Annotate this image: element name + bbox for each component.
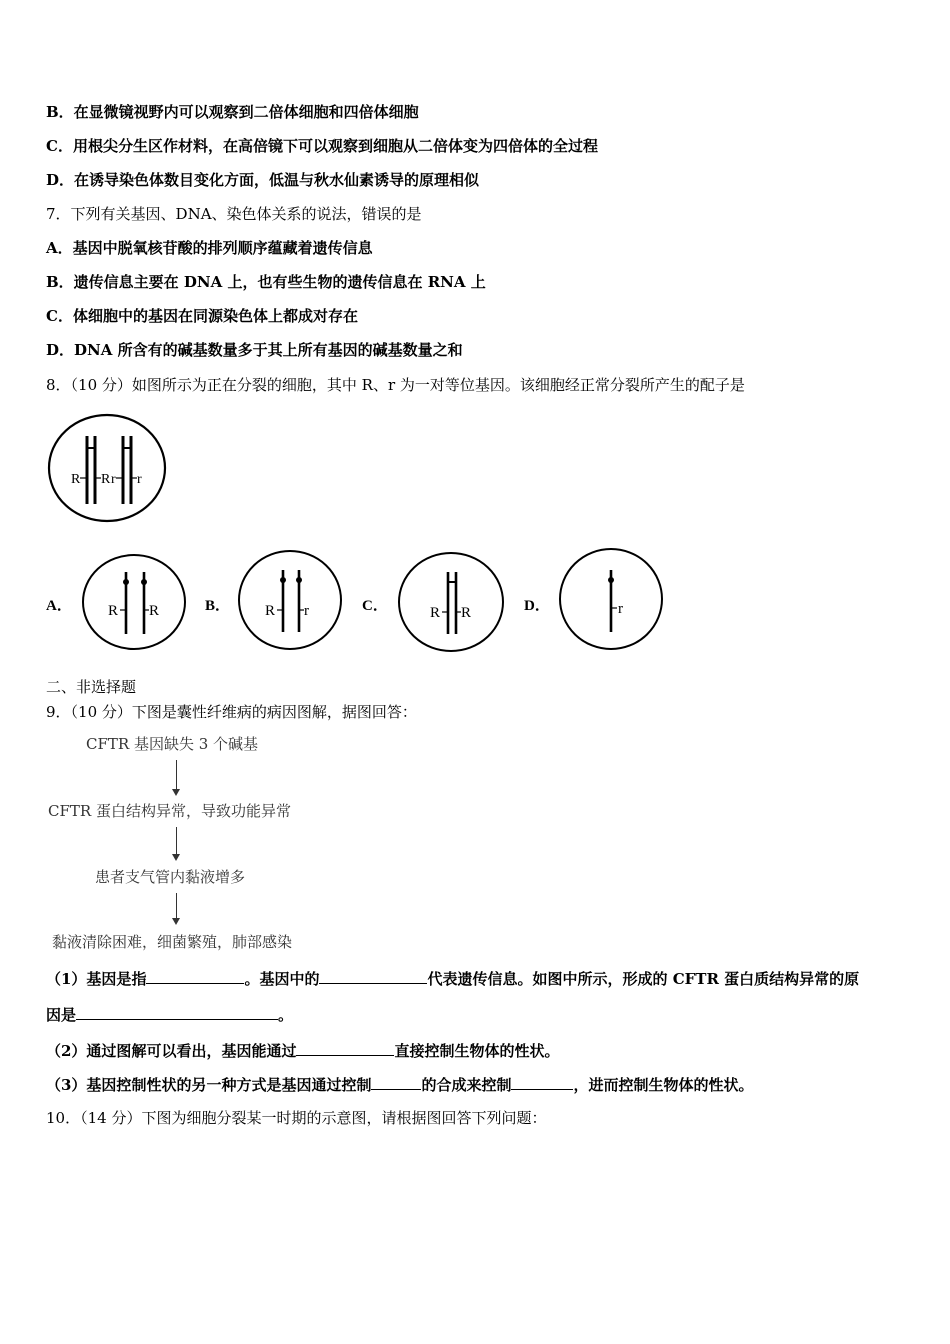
q6-option-d: D．在诱导染色体数目变化方面，低温与秋水仙素诱导的原理相似: [46, 171, 480, 189]
q9-sub3-text-a: （3）基因控制性状的另一种方式是基因通过控制: [46, 1076, 372, 1094]
q8-option-a-cell[interactable]: [80, 552, 188, 652]
q9-sub1-text-d: 因是: [46, 1006, 77, 1024]
flow-arrow-2: [176, 827, 177, 859]
option-c-gene-2: R: [461, 605, 472, 621]
q6-option-c: C．用根尖分生区作材料，在高倍镜下可以观察到细胞从二倍体变为四倍体的全过程: [46, 137, 598, 155]
gene-label-R1: R: [71, 472, 81, 487]
section-title: 二、非选择题: [46, 678, 137, 696]
q7-stem: 7．下列有关基因、DNA、染色体关系的说法，错误的是: [46, 205, 422, 223]
q8-option-c-label[interactable]: C．: [362, 598, 388, 614]
q9-sub3-text-b: 的合成来控制: [421, 1076, 512, 1094]
option-a-gene-2: R: [149, 603, 160, 619]
gene-label-r2: r: [137, 472, 142, 487]
q9-sub2-text-a: （2）通过图解可以看出，基因能通过: [46, 1042, 297, 1060]
flow-step-2: CFTR 蛋白结构异常，导致功能异常: [48, 802, 291, 820]
q9-sub1-blank-1[interactable]: [146, 968, 244, 984]
option-b-gene-1: R: [265, 603, 276, 619]
q9-sub1-line2: [46, 1004, 293, 1025]
flow-step-4: 黏液清除困难，细菌繁殖，肺部感染: [52, 933, 293, 951]
q7-option-b: B．遗传信息主要在 DNA 上，也有些生物的遗传信息在 RNA 上: [46, 273, 486, 291]
gene-label-r1: r: [111, 472, 116, 487]
cell-membrane: [49, 415, 165, 521]
flow-step-1: CFTR 基因缺失 3 个碱基: [86, 735, 259, 753]
q9-sub3: [46, 1074, 753, 1095]
q8-option-a-label[interactable]: A．: [46, 598, 72, 614]
q9-sub1-blank-2[interactable]: [319, 968, 427, 984]
q9-sub1-text-c: 代表遗传信息。如图中所示，形成的 CFTR 蛋白质结构异常的原: [427, 970, 860, 988]
q6-option-b: B．在显微镜视野内可以观察到二倍体细胞和四倍体细胞: [46, 103, 419, 121]
gene-label-R2: R: [101, 472, 111, 487]
option-c-gene-1: R: [430, 605, 441, 621]
q8-option-d-label[interactable]: D．: [524, 598, 550, 614]
option-a-gene-1: R: [108, 603, 119, 619]
q9-sub2: [46, 1040, 559, 1061]
q8-stem: 8．（10 分）如图所示为正在分裂的细胞，其中 R、r 为一对等位基因。该细胞经正常分裂所产生的配子是: [46, 376, 745, 394]
q8-option-b-label[interactable]: B．: [205, 598, 231, 614]
q9-flowchart: [46, 730, 316, 956]
flow-step-3: 患者支气管内黏液增多: [95, 868, 246, 886]
q9-sub1-text-a: （1）基因是指: [46, 970, 147, 988]
q7-option-d: D．DNA 所含有的碱基数量多于其上所有基因的碱基数量之和: [46, 341, 463, 359]
q9-sub1-text-b: 。基因中的: [244, 970, 320, 988]
q9-sub3-blank-2[interactable]: [511, 1074, 573, 1090]
flow-arrow-1: [176, 760, 177, 794]
q8-option-d-cell[interactable]: [557, 546, 665, 652]
q9-sub1-line1: [46, 968, 859, 989]
q10-stem: 10．（14 分）下图为细胞分裂某一时期的示意图，请根据图回答下列问题：: [46, 1109, 547, 1127]
q7-option-a: A．基因中脱氧核苷酸的排列顺序蕴藏着遗传信息: [46, 239, 373, 257]
q9-stem: 9．（10 分）下图是囊性纤维病的病因图解，据图回答：: [46, 703, 417, 721]
q9-sub2-blank[interactable]: [296, 1040, 394, 1056]
option-d-gene-1: r: [618, 601, 623, 617]
q9-sub1-blank-3[interactable]: [76, 1004, 278, 1020]
q9-sub3-blank-1[interactable]: [371, 1074, 421, 1090]
flow-arrow-3: [176, 893, 177, 923]
q9-sub1-text-e: 。: [278, 1006, 294, 1024]
q9-sub2-text-b: 直接控制生物体的性状。: [394, 1042, 560, 1060]
q8-main-cell-diagram: [46, 412, 171, 524]
q8-option-c-cell[interactable]: [396, 550, 506, 654]
q7-option-c: C．体细胞中的基因在同源染色体上都成对存在: [46, 307, 358, 325]
q9-sub3-text-c: ，进而控制生物体的性状。: [573, 1076, 754, 1094]
option-b-gene-2: r: [304, 603, 309, 619]
q8-option-b-cell[interactable]: [236, 548, 344, 652]
